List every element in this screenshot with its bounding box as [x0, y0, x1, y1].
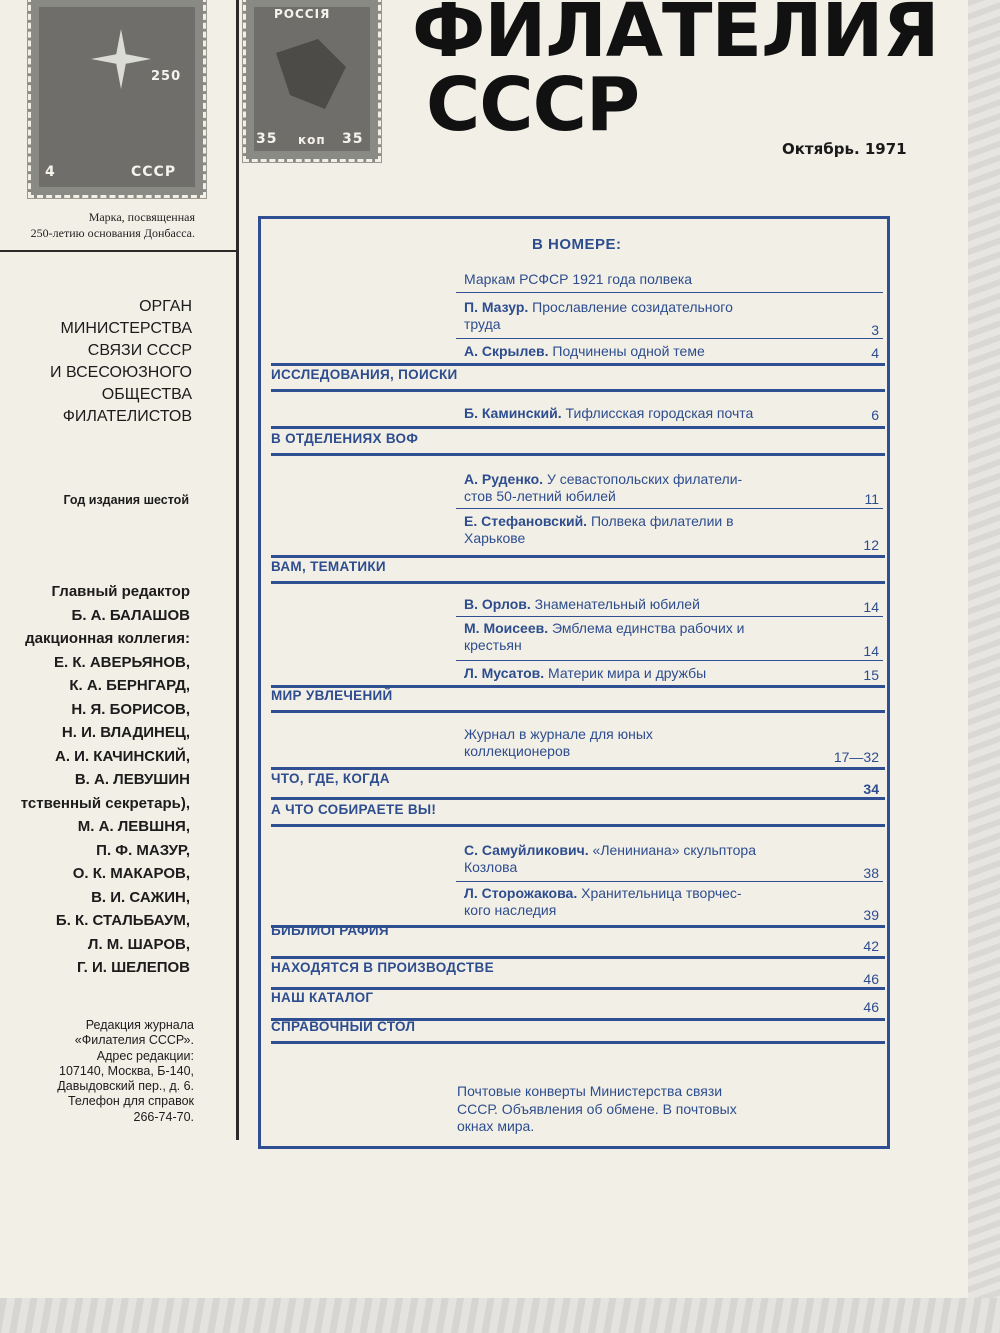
entry-title: Маркам РСФСР 1921 года полвека	[464, 271, 693, 287]
board-line: В. И. САЖИН,	[91, 888, 190, 906]
toc-entry	[464, 885, 859, 919]
entry-title: Знаменательный юбилей	[530, 596, 700, 612]
entry-author: С. Самуйликович.	[464, 842, 589, 858]
entry-divider	[456, 508, 883, 509]
entry-title: Эмблема единства рабочих и	[548, 620, 745, 636]
stamp-caption	[0, 209, 195, 241]
entry-title: Прославление созидательного	[528, 299, 733, 315]
section-rule	[271, 555, 885, 558]
organ-line: ОРГАН	[139, 298, 192, 315]
organ-line: ФИЛАТЕЛИСТОВ	[62, 408, 192, 425]
board-line: Б. А. БАЛАШОВ	[71, 606, 190, 624]
caption-line: 250-летию основания Донбасса.	[30, 226, 195, 240]
organ-line: МИНИСТЕРСТВА	[60, 320, 192, 337]
section-rule	[271, 797, 885, 800]
entry-divider	[456, 338, 883, 339]
section-heading: ИССЛЕДОВАНИЯ, ПОИСКИ	[271, 367, 458, 382]
section-rule	[271, 426, 885, 429]
board-line: О. К. МАКАРОВ,	[72, 865, 190, 882]
toc-entry	[464, 299, 859, 333]
entry-author: А. Скрылев.	[464, 343, 549, 359]
address-line: 107140, Москва, Б-140,	[59, 1063, 194, 1078]
entry-page: 15	[863, 667, 879, 683]
entry-page: 11	[864, 491, 879, 507]
entry-page: 4	[871, 345, 879, 361]
entry-title: стов 50-летний юбилей	[464, 488, 616, 504]
entry-title: крестьян	[464, 637, 522, 653]
stamp-artwork	[39, 7, 195, 187]
section-heading: ВАМ, ТЕМАТИКИ	[271, 559, 386, 574]
stamp-value-left: 35	[256, 131, 278, 147]
address-line: Давыдовский пер., д. 6.	[57, 1079, 194, 1094]
board-line: Б. К. СТАЛЬБАУМ,	[55, 912, 190, 929]
board-line: П. Ф. МАЗУР,	[96, 841, 190, 859]
publisher-organ	[0, 296, 192, 428]
address-line: 266-74-70.	[133, 1109, 194, 1124]
section-heading: ЧТО, ГДЕ, КОГДА	[271, 771, 390, 786]
section-rule	[271, 710, 885, 713]
section-heading: МИР УВЛЕЧЕНИЙ	[271, 688, 393, 703]
section-rule	[271, 1041, 885, 1044]
title-line-2: СССР	[426, 62, 640, 148]
toc-entry	[464, 620, 859, 654]
issue-date: Октябрь. 1971	[782, 140, 907, 158]
stamp-top-text: РОССIЯ	[274, 7, 331, 21]
organ-line: ОБЩЕСТВА	[101, 386, 192, 403]
stamp-value-right: 35	[342, 131, 364, 147]
board-line: Н. И. ВЛАДИНЕЦ,	[61, 724, 190, 741]
section-rule	[271, 824, 885, 827]
reference-line: Почтовые конверты Министерства связи	[457, 1083, 723, 1099]
entry-divider	[456, 292, 883, 293]
organ-line: СВЯЗИ СССР	[87, 342, 192, 359]
toc-entry	[464, 596, 859, 613]
entry-author: М. Моисеев.	[464, 620, 549, 636]
entry-divider	[456, 660, 883, 661]
background-fabric	[0, 1298, 1000, 1333]
entry-title: кого наследия	[464, 902, 557, 918]
stamp-unit: коп	[298, 133, 326, 147]
board-line: Е. К. АВЕРЬЯНОВ,	[54, 653, 190, 671]
section-rule	[271, 453, 885, 456]
toc-entry	[464, 513, 859, 547]
title-line-1: ФИЛАТЕЛИЯ	[412, 0, 939, 74]
table-of-contents	[258, 216, 890, 1149]
entry-title: коллекционеров	[464, 743, 571, 759]
background-fabric	[968, 0, 1000, 1333]
entry-page: 34	[863, 781, 879, 797]
section-heading: НАХОДЯТСЯ В ПРОИЗВОДСТВЕ	[271, 960, 494, 975]
editorial-address	[0, 1018, 194, 1125]
magazine-title	[412, 0, 939, 148]
board-line: А. И. КАЧИНСКИЙ,	[55, 747, 190, 765]
section-rule	[271, 767, 885, 770]
entry-author: А. Руденко.	[464, 471, 544, 487]
toc-entry	[464, 405, 859, 422]
entry-page: 14	[863, 643, 879, 659]
entry-page: 42	[863, 938, 879, 954]
entry-page: 3	[871, 322, 879, 338]
entry-title: «Лениниана» скульптора	[588, 842, 757, 858]
entry-author: П. Мазур.	[464, 299, 529, 315]
entry-title: Тифлисская городская почта	[561, 405, 754, 421]
address-line: Телефон для справок	[67, 1094, 194, 1109]
publication-year: Год издания шестой	[63, 493, 189, 507]
entry-page: 12	[863, 537, 879, 553]
reference-line: окнах мира.	[457, 1118, 535, 1134]
entry-page: 38	[863, 865, 879, 881]
toc-entry	[464, 343, 859, 360]
board-line: М. А. ЛЕВШНЯ,	[77, 818, 190, 835]
board-line: Г. И. ШЕЛЕПОВ	[77, 959, 190, 976]
board-line: Главный редактор	[51, 583, 190, 600]
section-heading: НАШ КАТАЛОГ	[271, 990, 374, 1005]
editorial-board	[0, 580, 190, 980]
board-line: тственный секретарь),	[20, 794, 190, 812]
section-rule	[271, 581, 885, 584]
section-rule	[271, 363, 885, 366]
toc-entry	[464, 271, 859, 288]
toc-entry	[464, 665, 859, 682]
entry-title: Полвека филателии в	[587, 513, 734, 529]
divider	[0, 250, 236, 252]
entry-page: 46	[863, 999, 879, 1015]
toc-entry	[464, 471, 859, 505]
entry-author: В. Орлов.	[464, 596, 531, 612]
rsfsr-stamp-image	[243, 0, 381, 162]
entry-divider	[456, 616, 883, 617]
organ-line: И ВСЕСОЮЗНОГО	[50, 364, 192, 381]
entry-title: труда	[464, 316, 501, 332]
entry-author: Л. Сторожакова.	[464, 885, 578, 901]
entry-page: 17—32	[833, 749, 879, 765]
entry-divider	[456, 881, 883, 882]
address-line: Редакция журнала	[85, 1018, 194, 1032]
entry-title: Хранительница творчес-	[577, 885, 742, 901]
entry-title: Материк мира и дружбы	[544, 665, 707, 681]
section-rule	[271, 956, 885, 959]
entry-title: У севастопольских филатели-	[543, 471, 743, 487]
entry-page: 39	[863, 907, 879, 923]
contents-heading: В НОМЕРЕ:	[532, 236, 622, 253]
board-line: Л. М. ШАРОВ,	[87, 935, 190, 953]
board-line: К. А. БЕРНГАРД,	[69, 677, 190, 694]
entry-page: 6	[871, 407, 879, 423]
toc-entry	[464, 726, 859, 760]
toc-entry	[464, 842, 859, 876]
entry-author: Л. Мусатов.	[464, 665, 545, 681]
entry-author: Б. Каминский.	[464, 405, 562, 421]
entry-author: Е. Стефановский.	[464, 513, 588, 529]
address-line: Адрес редакции:	[96, 1048, 194, 1063]
entry-title: Журнал в журнале для юных	[464, 726, 653, 742]
reference-line: СССР. Объявления об обмене. В почтовых	[457, 1100, 737, 1117]
board-line: дакционная коллегия:	[25, 630, 190, 647]
entry-page: 14	[863, 599, 879, 615]
section-heading: В ОТДЕЛЕНИЯХ ВОФ	[271, 431, 419, 446]
section-heading: СПРАВОЧНЫЙ СТОЛ	[271, 1019, 416, 1034]
address-line: «Филателия СССР».	[74, 1033, 194, 1048]
caption-line: Марка, посвященная	[88, 210, 195, 224]
stamp-value-small: 4	[45, 164, 56, 180]
section-heading: БИБЛИОГРАФИЯ	[271, 923, 389, 938]
entry-title: Подчинены одной теме	[548, 343, 705, 359]
section-rule	[271, 389, 885, 392]
board-line: Н. Я. БОРИСОВ,	[71, 700, 190, 718]
stamp-value: 250	[151, 69, 182, 84]
reference-desk-text	[457, 1083, 867, 1136]
section-heading: А ЧТО СОБИРАЕТЕ ВЫ!	[271, 802, 437, 817]
donbass-stamp-image	[28, 0, 206, 198]
entry-title: Козлова	[464, 859, 518, 875]
entry-title: Харькове	[464, 530, 526, 546]
column-divider	[236, 0, 239, 1140]
board-line: В. А. ЛЕВУШИН	[74, 771, 190, 788]
stamp-country: СССР	[131, 164, 177, 180]
entry-page: 46	[863, 971, 879, 987]
